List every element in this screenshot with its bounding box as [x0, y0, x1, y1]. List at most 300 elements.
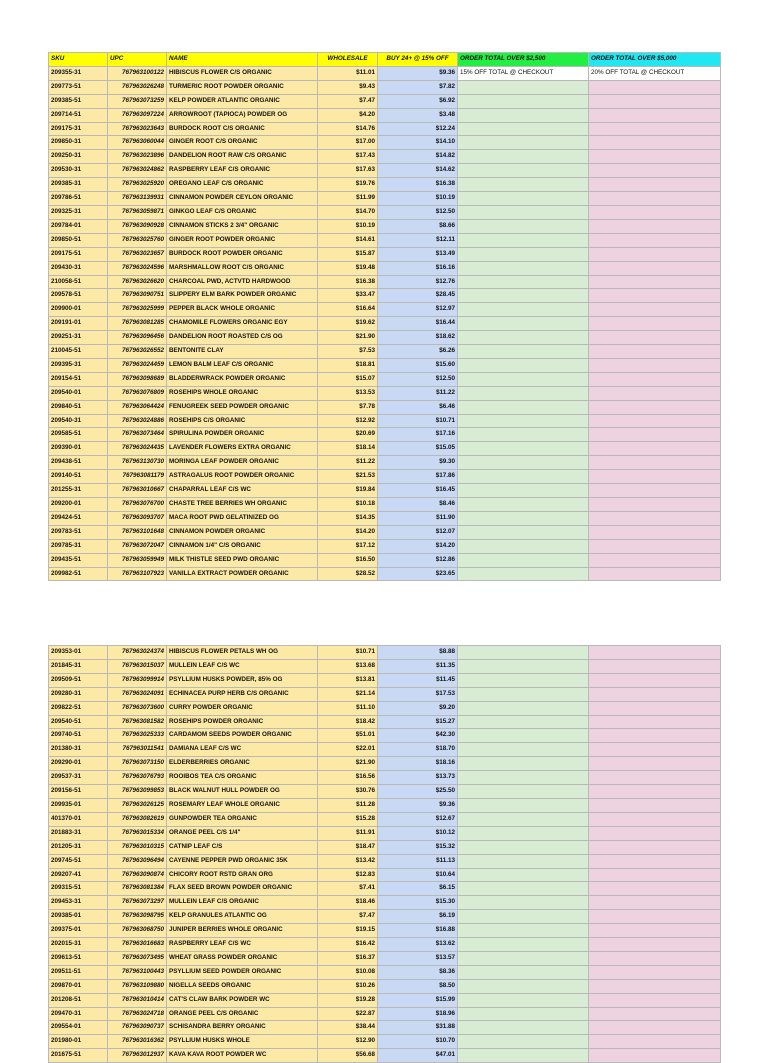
upc-cell[interactable]: 767963076700 [108, 498, 167, 512]
sku-cell[interactable]: 209250-31 [49, 150, 108, 164]
sku-cell[interactable]: 209395-31 [49, 358, 108, 372]
order-total-5000-cell[interactable] [589, 646, 721, 660]
name-cell[interactable]: CINNAMON STICKS 2 3/4" ORGANIC [167, 219, 318, 233]
upc-cell[interactable]: 767963025920 [108, 178, 167, 192]
name-cell[interactable]: HIBISCUS FLOWER PETALS WH OG [167, 646, 318, 660]
discount-price-cell[interactable]: $11.90 [378, 511, 458, 525]
wholesale-cell[interactable]: $21.14 [318, 687, 378, 701]
order-total-2500-cell[interactable] [458, 701, 589, 715]
wholesale-cell[interactable]: $14.76 [318, 122, 378, 136]
order-total-5000-cell[interactable] [589, 442, 721, 456]
upc-cell[interactable]: 767963073259 [108, 94, 167, 108]
discount-price-cell[interactable]: $3.48 [378, 108, 458, 122]
upc-cell[interactable]: 767963026620 [108, 275, 167, 289]
sku-cell[interactable]: 209290-01 [49, 757, 108, 771]
upc-cell[interactable]: 767963059871 [108, 205, 167, 219]
discount-price-cell[interactable]: $8.66 [378, 219, 458, 233]
name-cell[interactable]: BENTONITE CLAY [167, 345, 318, 359]
order-total-5000-cell[interactable] [589, 743, 721, 757]
discount-price-cell[interactable]: $47.01 [378, 1049, 458, 1063]
upc-cell[interactable]: 767963098795 [108, 910, 167, 924]
header-buy-24[interactable]: BUY 24+ @ 15% OFF [378, 53, 458, 67]
order-total-2500-cell[interactable] [458, 1007, 589, 1021]
discount-price-cell[interactable]: $12.97 [378, 303, 458, 317]
order-total-5000-cell[interactable] [589, 701, 721, 715]
order-total-2500-cell[interactable] [458, 178, 589, 192]
order-total-5000-cell[interactable] [589, 1035, 721, 1049]
header-wholesale[interactable]: WHOLESALE [318, 53, 378, 67]
order-total-5000-cell[interactable] [589, 470, 721, 484]
wholesale-cell[interactable]: $12.83 [318, 868, 378, 882]
sku-cell[interactable]: 209251-31 [49, 331, 108, 345]
discount-price-cell[interactable]: $12.11 [378, 233, 458, 247]
name-cell[interactable]: ROSEMARY LEAF WHOLE ORGANIC [167, 798, 318, 812]
discount-price-cell[interactable]: $12.50 [378, 205, 458, 219]
wholesale-cell[interactable]: $10.19 [318, 219, 378, 233]
discount-price-cell[interactable]: $14.20 [378, 539, 458, 553]
discount-price-cell[interactable]: $16.88 [378, 924, 458, 938]
sku-cell[interactable]: 209509-51 [49, 673, 108, 687]
order-total-2500-cell[interactable] [458, 345, 589, 359]
discount-price-cell[interactable]: $13.73 [378, 771, 458, 785]
sku-cell[interactable]: 202015-31 [49, 938, 108, 952]
upc-cell[interactable]: 767963090737 [108, 1021, 167, 1035]
discount-price-cell[interactable]: $23.65 [378, 567, 458, 581]
name-cell[interactable]: GINKGO LEAF C/S ORGANIC [167, 205, 318, 219]
name-cell[interactable]: DANDELION ROOT ROASTED C/S OG [167, 331, 318, 345]
sku-cell[interactable]: 209470-31 [49, 1007, 108, 1021]
upc-cell[interactable]: 767963025999 [108, 303, 167, 317]
discount-price-cell[interactable]: $9.36 [378, 798, 458, 812]
order-total-5000-cell[interactable] [589, 164, 721, 178]
order-total-5000-cell[interactable] [589, 812, 721, 826]
wholesale-cell[interactable]: $13.68 [318, 659, 378, 673]
order-total-2500-cell[interactable] [458, 317, 589, 331]
wholesale-cell[interactable]: $14.61 [318, 233, 378, 247]
discount-price-cell[interactable]: $9.20 [378, 701, 458, 715]
order-total-5000-cell[interactable] [589, 414, 721, 428]
name-cell[interactable]: CARDAMOM SEEDS POWDER ORGANIC [167, 729, 318, 743]
sku-cell[interactable]: 201380-31 [49, 743, 108, 757]
name-cell[interactable]: ASTRAGALUS ROOT POWDER ORGANIC [167, 470, 318, 484]
order-total-5000-cell[interactable] [589, 1049, 721, 1063]
upc-cell[interactable]: 767963090751 [108, 289, 167, 303]
discount-price-cell[interactable]: $31.88 [378, 1021, 458, 1035]
order-total-2500-cell[interactable] [458, 993, 589, 1007]
wholesale-cell[interactable]: $17.43 [318, 150, 378, 164]
name-cell[interactable]: PSYLLIUM SEED POWDER ORGANIC [167, 965, 318, 979]
order-total-5000-cell[interactable] [589, 275, 721, 289]
wholesale-cell[interactable]: $11.99 [318, 192, 378, 206]
upc-cell[interactable]: 767963026248 [108, 80, 167, 94]
upc-cell[interactable]: 767963100122 [108, 66, 167, 80]
name-cell[interactable]: ROOIBOS TEA C/S ORGANIC [167, 771, 318, 785]
order-total-5000-cell[interactable] [589, 317, 721, 331]
order-total-5000-cell[interactable] [589, 331, 721, 345]
name-cell[interactable]: FLAX SEED BROWN POWDER ORGANIC [167, 882, 318, 896]
wholesale-cell[interactable]: $11.91 [318, 826, 378, 840]
wholesale-cell[interactable]: $21.90 [318, 331, 378, 345]
order-total-5000-cell[interactable] [589, 854, 721, 868]
discount-price-cell[interactable]: $8.50 [378, 979, 458, 993]
order-total-5000-cell[interactable] [589, 94, 721, 108]
wholesale-cell[interactable]: $7.47 [318, 94, 378, 108]
name-cell[interactable]: ROSEHIPS POWDER ORGANIC [167, 715, 318, 729]
discount-price-cell[interactable]: $13.57 [378, 951, 458, 965]
order-total-5000-cell[interactable] [589, 771, 721, 785]
wholesale-cell[interactable]: $11.01 [318, 66, 378, 80]
wholesale-cell[interactable]: $38.44 [318, 1021, 378, 1035]
discount-price-cell[interactable]: $8.46 [378, 498, 458, 512]
order-total-2500-cell[interactable] [458, 136, 589, 150]
sku-cell[interactable]: 209390-01 [49, 442, 108, 456]
order-total-2500-cell[interactable] [458, 1049, 589, 1063]
order-total-2500-cell[interactable] [458, 826, 589, 840]
upc-cell[interactable]: 767963024435 [108, 442, 167, 456]
name-cell[interactable]: ORANGE PEEL C/S 1/4" [167, 826, 318, 840]
name-cell[interactable]: DAMIANA LEAF C/S WC [167, 743, 318, 757]
order-total-5000-cell[interactable] [589, 122, 721, 136]
name-cell[interactable]: ROSEHIPS C/S ORGANIC [167, 414, 318, 428]
order-total-2500-cell[interactable] [458, 442, 589, 456]
wholesale-cell[interactable]: $22.87 [318, 1007, 378, 1021]
discount-price-cell[interactable]: $15.99 [378, 993, 458, 1007]
order-total-2500-cell[interactable] [458, 94, 589, 108]
discount-price-cell[interactable]: $12.76 [378, 275, 458, 289]
order-total-2500-cell[interactable] [458, 687, 589, 701]
sku-cell[interactable]: 209438-51 [49, 456, 108, 470]
sku-cell[interactable]: 209353-01 [49, 646, 108, 660]
discount-price-cell[interactable]: $8.36 [378, 965, 458, 979]
order-total-5000-cell[interactable] [589, 826, 721, 840]
wholesale-cell[interactable]: $11.28 [318, 798, 378, 812]
upc-cell[interactable]: 767963012937 [108, 1049, 167, 1063]
sku-cell[interactable]: 209773-51 [49, 80, 108, 94]
order-total-2500-cell[interactable] [458, 567, 589, 581]
order-total-2500-cell[interactable] [458, 400, 589, 414]
wholesale-cell[interactable]: $15.87 [318, 247, 378, 261]
order-total-5000-cell[interactable] [589, 192, 721, 206]
upc-cell[interactable]: 767963073495 [108, 951, 167, 965]
order-total-5000-cell[interactable] [589, 219, 721, 233]
header-name[interactable]: NAME [167, 53, 318, 67]
discount-price-cell[interactable]: $6.92 [378, 94, 458, 108]
order-total-2500-cell[interactable] [458, 484, 589, 498]
wholesale-cell[interactable]: $30.76 [318, 785, 378, 799]
name-cell[interactable]: CAYENNE PEPPER PWD ORGANIC 35K [167, 854, 318, 868]
order-total-2500-cell[interactable] [458, 757, 589, 771]
discount-price-cell[interactable]: $12.67 [378, 812, 458, 826]
discount-price-cell[interactable]: $17.53 [378, 687, 458, 701]
wholesale-cell[interactable]: $14.35 [318, 511, 378, 525]
upc-cell[interactable]: 767963097224 [108, 108, 167, 122]
name-cell[interactable]: BURDOCK ROOT POWDER ORGANIC [167, 247, 318, 261]
discount-price-cell[interactable]: $15.05 [378, 442, 458, 456]
wholesale-cell[interactable]: $18.47 [318, 840, 378, 854]
upc-cell[interactable]: 767963100443 [108, 965, 167, 979]
sku-cell[interactable]: 201208-51 [49, 993, 108, 1007]
order-total-5000-cell[interactable] [589, 715, 721, 729]
wholesale-cell[interactable]: $33.47 [318, 289, 378, 303]
discount-price-cell[interactable]: $15.60 [378, 358, 458, 372]
discount-price-cell[interactable]: $6.15 [378, 882, 458, 896]
order-total-2500-cell[interactable] [458, 840, 589, 854]
sku-cell[interactable]: 209554-01 [49, 1021, 108, 1035]
discount-price-cell[interactable]: $16.38 [378, 178, 458, 192]
order-total-2500-cell[interactable] [458, 743, 589, 757]
discount-price-cell[interactable]: $18.96 [378, 1007, 458, 1021]
order-total-5000-cell[interactable] [589, 1021, 721, 1035]
order-total-2500-cell[interactable] [458, 164, 589, 178]
upc-cell[interactable]: 767963090928 [108, 219, 167, 233]
sku-cell[interactable]: 210045-51 [49, 345, 108, 359]
order-total-5000-cell[interactable] [589, 400, 721, 414]
order-total-2500-cell[interactable] [458, 539, 589, 553]
name-cell[interactable]: MILK THISTLE SEED PWD ORGANIC [167, 553, 318, 567]
upc-cell[interactable]: 767963059949 [108, 553, 167, 567]
upc-cell[interactable]: 767963081582 [108, 715, 167, 729]
order-total-5000-cell[interactable] [589, 567, 721, 581]
upc-cell[interactable]: 767963081384 [108, 882, 167, 896]
discount-price-cell[interactable]: $6.19 [378, 910, 458, 924]
upc-cell[interactable]: 767963081179 [108, 470, 167, 484]
sku-cell[interactable]: 209784-01 [49, 219, 108, 233]
order-total-2500-cell[interactable] [458, 386, 589, 400]
name-cell[interactable]: CURRY POWDER ORGANIC [167, 701, 318, 715]
order-total-5000-cell[interactable] [589, 358, 721, 372]
name-cell[interactable]: CINNAMON POWDER CEYLON ORGANIC [167, 192, 318, 206]
order-total-2500-cell[interactable] [458, 372, 589, 386]
order-total-5000-cell[interactable] [589, 150, 721, 164]
sku-cell[interactable]: 209315-51 [49, 882, 108, 896]
name-cell[interactable]: CHARCOAL PWD, ACTVTD HARDWOOD [167, 275, 318, 289]
wholesale-cell[interactable]: $10.18 [318, 498, 378, 512]
discount-price-cell[interactable]: $13.49 [378, 247, 458, 261]
wholesale-cell[interactable]: $13.53 [318, 386, 378, 400]
name-cell[interactable]: JUNIPER BERRIES WHOLE ORGANIC [167, 924, 318, 938]
order-total-5000-cell[interactable] [589, 136, 721, 150]
order-total-2500-cell[interactable] [458, 924, 589, 938]
order-total-2500-cell[interactable] [458, 275, 589, 289]
discount-price-cell[interactable]: $15.32 [378, 840, 458, 854]
upc-cell[interactable]: 767963025333 [108, 729, 167, 743]
wholesale-cell[interactable]: $7.41 [318, 882, 378, 896]
name-cell[interactable]: MULLEIN LEAF C/S ORGANIC [167, 896, 318, 910]
upc-cell[interactable]: 767963060044 [108, 136, 167, 150]
upc-cell[interactable]: 767963109880 [108, 979, 167, 993]
sku-cell[interactable]: 209154-51 [49, 372, 108, 386]
order-total-5000-cell[interactable] [589, 659, 721, 673]
sku-cell[interactable]: 209175-31 [49, 122, 108, 136]
discount-price-cell[interactable]: $15.27 [378, 715, 458, 729]
order-total-2500-cell[interactable] [458, 882, 589, 896]
sku-cell[interactable]: 209935-01 [49, 798, 108, 812]
order-total-5000-cell[interactable] [589, 673, 721, 687]
order-total-5000-cell[interactable] [589, 757, 721, 771]
wholesale-cell[interactable]: $14.70 [318, 205, 378, 219]
name-cell[interactable]: MULLEIN LEAF C/S WC [167, 659, 318, 673]
order-total-2500-cell[interactable] [458, 938, 589, 952]
name-cell[interactable]: BLACK WALNUT HULL POWDER OG [167, 785, 318, 799]
order-total-5000-cell[interactable] [589, 261, 721, 275]
sku-cell[interactable]: 201845-31 [49, 659, 108, 673]
order-total-2500-cell[interactable] [458, 233, 589, 247]
sku-cell[interactable]: 201205-31 [49, 840, 108, 854]
order-total-5000-cell[interactable] [589, 247, 721, 261]
sku-cell[interactable]: 209435-51 [49, 553, 108, 567]
order-total-5000-cell[interactable] [589, 525, 721, 539]
order-total-5000-cell[interactable] [589, 428, 721, 442]
discount-price-cell[interactable]: $9.30 [378, 456, 458, 470]
discount-price-cell[interactable]: $11.35 [378, 659, 458, 673]
order-total-5000-cell[interactable] [589, 498, 721, 512]
discount-price-cell[interactable]: $12.86 [378, 553, 458, 567]
wholesale-cell[interactable]: $56.68 [318, 1049, 378, 1063]
sku-cell[interactable]: 209585-51 [49, 428, 108, 442]
discount-price-cell[interactable]: $12.24 [378, 122, 458, 136]
discount-price-cell[interactable]: $11.22 [378, 386, 458, 400]
order-total-2500-cell[interactable] [458, 428, 589, 442]
order-total-2500-cell[interactable] [458, 303, 589, 317]
order-total-2500-cell[interactable] [458, 205, 589, 219]
order-total-5000-cell[interactable] [589, 345, 721, 359]
name-cell[interactable]: LEMON BALM LEAF C/S ORGANIC [167, 358, 318, 372]
name-cell[interactable]: CHAPARRAL LEAF C/S WC [167, 484, 318, 498]
wholesale-cell[interactable]: $22.01 [318, 743, 378, 757]
upc-cell[interactable]: 767963025760 [108, 233, 167, 247]
name-cell[interactable]: MORINGA LEAF POWDER ORGANIC [167, 456, 318, 470]
sku-cell[interactable]: 209200-01 [49, 498, 108, 512]
name-cell[interactable]: GINGER ROOT POWDER ORGANIC [167, 233, 318, 247]
sku-cell[interactable]: 209140-51 [49, 470, 108, 484]
order-total-5000-cell[interactable] [589, 868, 721, 882]
order-total-2500-cell[interactable] [458, 965, 589, 979]
order-total-2500-cell[interactable] [458, 498, 589, 512]
order-total-2500-cell[interactable] [458, 122, 589, 136]
wholesale-cell[interactable]: $11.10 [318, 701, 378, 715]
wholesale-cell[interactable]: $15.28 [318, 812, 378, 826]
order-total-2500-cell[interactable] [458, 80, 589, 94]
wholesale-cell[interactable]: $16.56 [318, 771, 378, 785]
wholesale-cell[interactable]: $11.22 [318, 456, 378, 470]
upc-cell[interactable]: 767963096494 [108, 854, 167, 868]
order-total-2500-cell[interactable] [458, 456, 589, 470]
order-total-5000-cell[interactable] [589, 1007, 721, 1021]
upc-cell[interactable]: 767963076793 [108, 771, 167, 785]
order-total-2500-cell[interactable] [458, 715, 589, 729]
name-cell[interactable]: CINNAMON POWDER ORGANIC [167, 525, 318, 539]
upc-cell[interactable]: 767963073150 [108, 757, 167, 771]
upc-cell[interactable]: 767963010414 [108, 993, 167, 1007]
discount-price-cell[interactable]: $11.45 [378, 673, 458, 687]
upc-cell[interactable]: 767963024374 [108, 646, 167, 660]
discount-price-cell[interactable]: $6.26 [378, 345, 458, 359]
sku-cell[interactable]: 201883-31 [49, 826, 108, 840]
order-total-2500-cell[interactable] [458, 785, 589, 799]
wholesale-cell[interactable]: $28.52 [318, 567, 378, 581]
order-total-5000-cell[interactable] [589, 108, 721, 122]
name-cell[interactable]: NIGELLA SEEDS ORGANIC [167, 979, 318, 993]
name-cell[interactable]: CATNIP LEAF C/S [167, 840, 318, 854]
name-cell[interactable]: PSYLLIUM HUSKS WHOLE [167, 1035, 318, 1049]
sku-cell[interactable]: 201675-51 [49, 1049, 108, 1063]
sku-cell[interactable]: 209714-51 [49, 108, 108, 122]
order-total-5000-cell[interactable] [589, 798, 721, 812]
sku-cell[interactable]: 209982-51 [49, 567, 108, 581]
sku-cell[interactable]: 209870-01 [49, 979, 108, 993]
upc-cell[interactable]: 767963101648 [108, 525, 167, 539]
order-total-5000-cell[interactable] [589, 840, 721, 854]
order-total-2500-cell[interactable] [458, 261, 589, 275]
order-total-5000-cell[interactable] [589, 539, 721, 553]
name-cell[interactable]: KAVA KAVA ROOT POWDER WC [167, 1049, 318, 1063]
upc-cell[interactable]: 767963064424 [108, 400, 167, 414]
order-total-5000-cell[interactable] [589, 205, 721, 219]
discount-price-cell[interactable]: $28.45 [378, 289, 458, 303]
sku-cell[interactable]: 209280-31 [49, 687, 108, 701]
discount-price-cell[interactable]: $17.86 [378, 470, 458, 484]
name-cell[interactable]: GUNPOWDER TEA ORGANIC [167, 812, 318, 826]
sku-cell[interactable]: 209540-01 [49, 386, 108, 400]
header-sku[interactable]: SKU [49, 53, 108, 67]
upc-cell[interactable]: 767963073464 [108, 428, 167, 442]
order-total-5000-cell[interactable] [589, 882, 721, 896]
wholesale-cell[interactable]: $19.15 [318, 924, 378, 938]
discount-price-cell[interactable]: $8.88 [378, 646, 458, 660]
wholesale-cell[interactable]: $51.01 [318, 729, 378, 743]
header-upc[interactable]: UPC [108, 53, 167, 67]
sku-cell[interactable]: 209850-51 [49, 233, 108, 247]
wholesale-cell[interactable]: $18.14 [318, 442, 378, 456]
name-cell[interactable]: CHAMOMILE FLOWERS ORGANIC EGY [167, 317, 318, 331]
name-cell[interactable]: BURDOCK ROOT C/S ORGANIC [167, 122, 318, 136]
upc-cell[interactable]: 767963024459 [108, 358, 167, 372]
sku-cell[interactable]: 209822-51 [49, 701, 108, 715]
wholesale-cell[interactable]: $17.63 [318, 164, 378, 178]
name-cell[interactable]: CINNAMON 1/4" C/S ORGANIC [167, 539, 318, 553]
wholesale-cell[interactable]: $7.78 [318, 400, 378, 414]
wholesale-cell[interactable]: $19.84 [318, 484, 378, 498]
order-total-5000-cell[interactable] [589, 910, 721, 924]
name-cell[interactable]: ROSEHIPS WHOLE ORGANIC [167, 386, 318, 400]
wholesale-cell[interactable]: $21.90 [318, 757, 378, 771]
wholesale-cell[interactable]: $19.76 [318, 178, 378, 192]
order-total-2500-cell[interactable] [458, 771, 589, 785]
name-cell[interactable]: LAVENDER FLOWERS EXTRA ORGANIC [167, 442, 318, 456]
name-cell[interactable]: HIBISCUS FLOWER C/S ORGANIC [167, 66, 318, 80]
sku-cell[interactable]: 209613-51 [49, 951, 108, 965]
order-total-2500-cell[interactable] [458, 979, 589, 993]
discount-price-cell[interactable]: $16.44 [378, 317, 458, 331]
upc-cell[interactable]: 767963023643 [108, 122, 167, 136]
order-total-2500-cell[interactable] [458, 673, 589, 687]
sku-cell[interactable]: 209191-01 [49, 317, 108, 331]
wholesale-cell[interactable]: $16.50 [318, 553, 378, 567]
upc-cell[interactable]: 767963024718 [108, 1007, 167, 1021]
upc-cell[interactable]: 767963016683 [108, 938, 167, 952]
wholesale-cell[interactable]: $13.81 [318, 673, 378, 687]
sku-cell[interactable]: 209740-51 [49, 729, 108, 743]
order-total-5000-cell[interactable] [589, 372, 721, 386]
order-total-5000-cell[interactable] [589, 80, 721, 94]
name-cell[interactable]: KELP GRANULES ATLANTIC OG [167, 910, 318, 924]
discount-price-cell[interactable]: $14.82 [378, 150, 458, 164]
discount-price-cell[interactable]: $12.07 [378, 525, 458, 539]
upc-cell[interactable]: 767963068750 [108, 924, 167, 938]
order-total-2500-cell[interactable] [458, 525, 589, 539]
upc-cell[interactable]: 767963024596 [108, 261, 167, 275]
order-total-2500-cell[interactable] [458, 331, 589, 345]
